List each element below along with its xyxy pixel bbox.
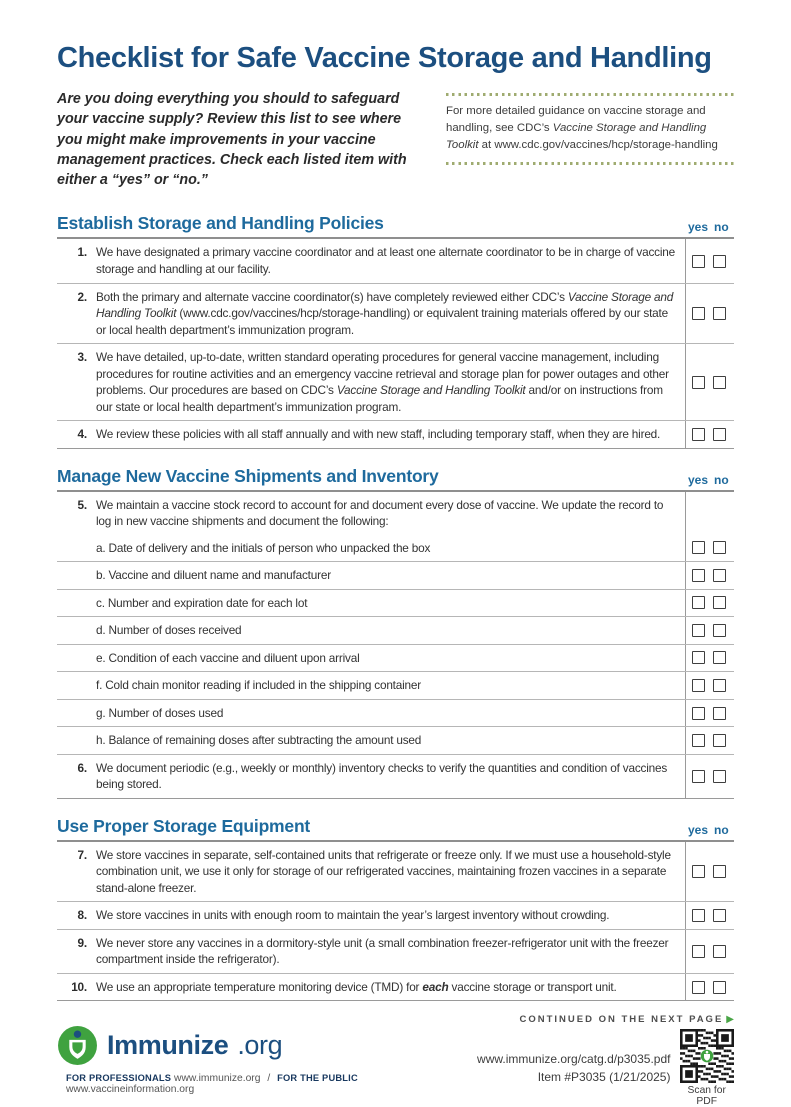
yes-checkbox[interactable] <box>692 770 705 783</box>
text-segment: We store vaccines in separate, self-contained units that refrigerate or freeze only. If we must use a household-style combination unit, we use it only for storage of our refrigerated vaccines, maintaining frozen vaccines in a separate stand-alone freezer. <box>96 847 671 895</box>
item-checkbox-cell <box>685 902 734 929</box>
checklist-item-row <box>57 283 734 344</box>
text-segment: We have detailed, up-to-date, written standard operating procedures for general vaccine management, including procedures for routine activities and an emergency vaccine retrieval and storage plan for power outages and other problems. Our procedures are based on CDC’s <box>96 350 669 398</box>
item-text <box>96 677 421 694</box>
checklist-item-row <box>57 644 734 672</box>
item-text-cell <box>57 930 685 973</box>
item-text <box>96 705 223 722</box>
yes-checkbox[interactable] <box>692 541 705 554</box>
yes-no-column-labels <box>685 823 734 837</box>
item-number: 2. <box>77 289 87 304</box>
checklist-item-row <box>57 535 734 562</box>
item-text <box>96 567 331 584</box>
yes-column-label: yes <box>688 472 709 487</box>
footer-brand-block <box>57 1025 477 1107</box>
checklist-sections <box>57 196 734 1001</box>
item-text-cell <box>57 590 685 617</box>
item-text-cell <box>57 284 685 344</box>
item-text <box>96 540 430 557</box>
dotted-divider-top <box>446 93 734 96</box>
no-checkbox[interactable] <box>713 707 726 720</box>
text-segment: Both the primary and alternate vaccine coordinator(s) have completely reviewed either CDC’s <box>96 289 568 304</box>
section-header <box>57 816 734 842</box>
item-number: 9. <box>77 935 87 950</box>
qr-code <box>680 1029 734 1083</box>
item-text <box>96 650 360 667</box>
item-number: 1. <box>77 245 87 260</box>
brand-row <box>57 1025 477 1066</box>
item-text <box>96 426 660 443</box>
item-text-cell <box>57 535 685 562</box>
qr-block <box>679 1029 734 1107</box>
section-header <box>57 466 734 492</box>
no-column-label: no <box>714 472 729 487</box>
item-text-cell <box>57 902 685 929</box>
text-segment: a. Date of delivery and the initials of person who unpacked the box <box>96 540 431 555</box>
item-text-cell <box>57 672 685 699</box>
yes-column-label: yes <box>688 822 709 837</box>
section-header <box>57 213 734 239</box>
item-checkbox-cell <box>685 492 734 535</box>
text-segment: f. Cold chain monitor reading if included in the shipping container <box>96 678 421 693</box>
section-rows <box>57 842 734 1002</box>
item-text-cell <box>57 700 685 727</box>
checklist-item-row <box>57 561 734 589</box>
professionals-label: FOR PROFESSIONALS <box>66 1073 172 1084</box>
item-checkbox-cell <box>685 930 734 973</box>
item-text <box>96 847 679 897</box>
no-checkbox[interactable] <box>713 307 726 320</box>
text-segment: We never store any vaccines in a dormitory-style unit (a small combination freezer-refrigerator unit with the freezer compartment inside the refrigerator). <box>96 935 669 967</box>
no-checkbox[interactable] <box>713 734 726 747</box>
intro-text: Are you doing everything you should to safeguard your vaccine supply? Review this list to see where you might make improvements in your vaccine management practices. Check each listed item with either a “yes” or “no.” <box>57 91 407 189</box>
no-checkbox[interactable] <box>713 651 726 664</box>
item-text <box>96 289 679 339</box>
checklist-item-row <box>57 616 734 644</box>
item-checkbox-cell <box>685 535 734 562</box>
info-box <box>446 89 734 190</box>
yes-checkbox[interactable] <box>692 945 705 958</box>
checklist-item-row <box>57 343 734 420</box>
page-title: Checklist for Safe Vaccine Storage and Handling <box>57 42 712 74</box>
item-text-cell <box>57 727 685 754</box>
no-checkbox[interactable] <box>713 624 726 637</box>
text-segment: g. Number of doses used <box>96 705 224 720</box>
text-segment: We review these policies with all staff annually and with new staff, including temporary staff, when they are hired. <box>96 427 661 442</box>
text-segment: We document periodic (e.g., weekly or monthly) inventory checks to verify the quantities and condition of vaccines being stored. <box>96 760 668 792</box>
item-text-cell <box>57 974 685 1001</box>
section-heading: Establish Storage and Handling Policies <box>57 213 384 234</box>
text-segment: c. Number and expiration date for each lot <box>96 595 308 610</box>
text-segment: (www.cdc.gov/vaccines/hcp/storage-handling) or equivalent training materials offered by our state or local health department’s immunization program. <box>96 306 668 337</box>
item-checkbox-cell <box>685 284 734 344</box>
no-checkbox[interactable] <box>713 865 726 878</box>
no-checkbox[interactable] <box>713 255 726 268</box>
text-segment: vaccine storage or transport unit. <box>448 979 617 994</box>
checklist-item-row <box>57 699 734 727</box>
yes-checkbox[interactable] <box>692 651 705 664</box>
intro-row <box>57 89 734 190</box>
checklist-section <box>57 816 734 1002</box>
footer-right-block <box>477 1029 734 1107</box>
no-checkbox[interactable] <box>713 945 726 958</box>
yes-column-label: yes <box>688 220 709 235</box>
checklist-section <box>57 466 734 799</box>
item-number: 6. <box>77 760 87 775</box>
checklist-item-row <box>57 973 734 1001</box>
item-checkbox-cell <box>685 617 734 644</box>
footer-links <box>477 1050 670 1087</box>
item-checkbox-cell <box>685 562 734 589</box>
item-text <box>96 760 679 793</box>
item-checkbox-cell <box>685 672 734 699</box>
no-checkbox[interactable] <box>713 569 726 582</box>
item-text-cell <box>57 562 685 589</box>
tagline-separator: / <box>267 1073 271 1085</box>
section-rows <box>57 239 734 448</box>
text-segment: each <box>422 979 449 994</box>
item-text <box>96 935 679 968</box>
item-number: 5. <box>77 497 87 512</box>
checklist-item-row <box>57 929 734 973</box>
item-text-cell <box>57 617 685 644</box>
item-number: 7. <box>77 847 87 862</box>
immunize-logo-icon <box>57 1025 98 1066</box>
item-checkbox-cell <box>685 700 734 727</box>
yes-checkbox[interactable] <box>692 307 705 320</box>
text-segment: and/or on instructions from our state or local health department’s immunization program. <box>96 383 663 414</box>
checklist-item-row <box>57 420 734 448</box>
next-page-arrow-icon: ▶ <box>726 1014 734 1026</box>
item-checkbox-cell <box>685 645 734 672</box>
public-link[interactable]: www.vaccineinformation.org <box>66 1084 195 1096</box>
public-label: FOR THE PUBLIC <box>277 1073 358 1084</box>
item-checkbox-cell <box>685 590 734 617</box>
item-checkbox-cell <box>685 755 734 798</box>
no-column-label: no <box>714 220 729 235</box>
item-text-cell <box>57 645 685 672</box>
text-segment: Vaccine Storage and Handling Toolkit <box>96 289 674 321</box>
text-segment: Vaccine Storage and Handling Toolkit <box>446 122 707 152</box>
checklist-item-row <box>57 671 734 699</box>
no-checkbox[interactable] <box>713 679 726 692</box>
no-checkbox[interactable] <box>713 770 726 783</box>
text-segment: We maintain a vaccine stock record to account for and document every dose of vaccine. We update the record to log in new vaccine shipments and document the following: <box>96 497 664 529</box>
text-segment: at www.cdc.gov/vaccines/hcp/storage-handling <box>478 139 718 152</box>
yes-no-column-labels <box>685 473 734 487</box>
item-checkbox-cell <box>685 239 734 282</box>
dotted-divider-bottom <box>446 162 734 165</box>
item-text-cell <box>57 239 685 282</box>
page-footer <box>57 1025 734 1107</box>
section-heading: Use Proper Storage Equipment <box>57 815 311 836</box>
yes-checkbox[interactable] <box>692 596 705 609</box>
pdf-url-link[interactable]: www.immunize.org/catg.d/p3035.pdf <box>477 1051 671 1066</box>
item-number: 10. <box>71 979 87 994</box>
item-text <box>96 244 679 277</box>
yes-checkbox[interactable] <box>692 909 705 922</box>
text-segment: We store vaccines in units with enough room to maintain the year’s largest inventory without crowding. <box>96 908 610 923</box>
scan-for-pdf-label: Scan for PDF <box>687 1085 726 1107</box>
text-segment: b. Vaccine and diluent name and manufacturer <box>96 568 331 583</box>
text-segment: e. Condition of each vaccine and diluent upon arrival <box>96 650 360 665</box>
yes-checkbox[interactable] <box>692 428 705 441</box>
section-heading: Manage New Vaccine Shipments and Inventory <box>57 465 439 486</box>
checklist-item-row <box>57 754 734 798</box>
item-text-cell <box>57 755 685 798</box>
professionals-link[interactable]: www.immunize.org <box>174 1073 261 1085</box>
item-number: 3. <box>77 350 87 365</box>
item-text <box>96 497 679 530</box>
item-text-cell <box>57 492 685 535</box>
text-segment: We use an appropriate temperature monitoring device (TMD) for <box>96 979 423 994</box>
info-box-text <box>446 103 734 154</box>
continued-text: CONTINUED ON THE NEXT PAGE <box>519 1014 724 1026</box>
no-checkbox[interactable] <box>713 541 726 554</box>
yes-checkbox[interactable] <box>692 734 705 747</box>
checklist-item-row <box>57 239 734 282</box>
yes-checkbox[interactable] <box>692 981 705 994</box>
item-number: 4. <box>77 427 87 442</box>
no-checkbox[interactable] <box>713 909 726 922</box>
checklist-item-row <box>57 842 734 902</box>
item-checkbox-cell <box>685 421 734 448</box>
item-checkbox-cell <box>685 727 734 754</box>
item-checkbox-cell <box>685 344 734 420</box>
no-checkbox[interactable] <box>713 981 726 994</box>
item-text-cell <box>57 421 685 448</box>
item-number: 8. <box>77 908 87 923</box>
section-rows <box>57 492 734 799</box>
item-text-cell <box>57 842 685 902</box>
item-text <box>96 595 307 612</box>
item-text <box>96 349 679 415</box>
brand-name: Immunize <box>107 1030 229 1061</box>
text-segment: d. Number of doses received <box>96 623 242 638</box>
checklist-item-row <box>57 726 734 754</box>
item-text <box>96 622 241 639</box>
text-segment: For more detailed guidance on vaccine storage and handling, see CDC’s <box>446 105 706 135</box>
item-checkbox-cell <box>685 974 734 1001</box>
no-checkbox[interactable] <box>713 428 726 441</box>
yes-checkbox[interactable] <box>692 255 705 268</box>
text-segment: We have designated a primary vaccine coordinator and at least one alternate coordinator to be in charge of vaccine storage and handling at our facility. <box>96 245 675 276</box>
brand-suffix: .org <box>237 1030 283 1061</box>
item-text <box>96 979 617 996</box>
item-text <box>96 907 609 924</box>
yes-checkbox[interactable] <box>692 376 705 389</box>
item-text <box>96 732 421 749</box>
footer-tagline <box>57 1073 477 1095</box>
text-segment: Vaccine Storage and Handling Toolkit <box>336 383 526 398</box>
yes-checkbox[interactable] <box>692 569 705 582</box>
no-column-label: no <box>714 822 729 837</box>
no-checkbox[interactable] <box>713 376 726 389</box>
yes-no-column-labels <box>685 220 734 234</box>
item-number-line: Item #P3035 (1/21/2025) <box>537 1070 671 1085</box>
yes-checkbox[interactable] <box>692 865 705 878</box>
checklist-item-row <box>57 589 734 617</box>
yes-checkbox[interactable] <box>692 679 705 692</box>
checklist-item-row <box>57 901 734 929</box>
checklist-item-row <box>57 492 734 535</box>
item-text-cell <box>57 344 685 420</box>
yes-checkbox[interactable] <box>692 624 705 637</box>
no-checkbox[interactable] <box>713 596 726 609</box>
checklist-section <box>57 213 734 448</box>
item-checkbox-cell <box>685 842 734 902</box>
yes-checkbox[interactable] <box>692 707 705 720</box>
text-segment: h. Balance of remaining doses after subtracting the amount used <box>96 733 422 748</box>
